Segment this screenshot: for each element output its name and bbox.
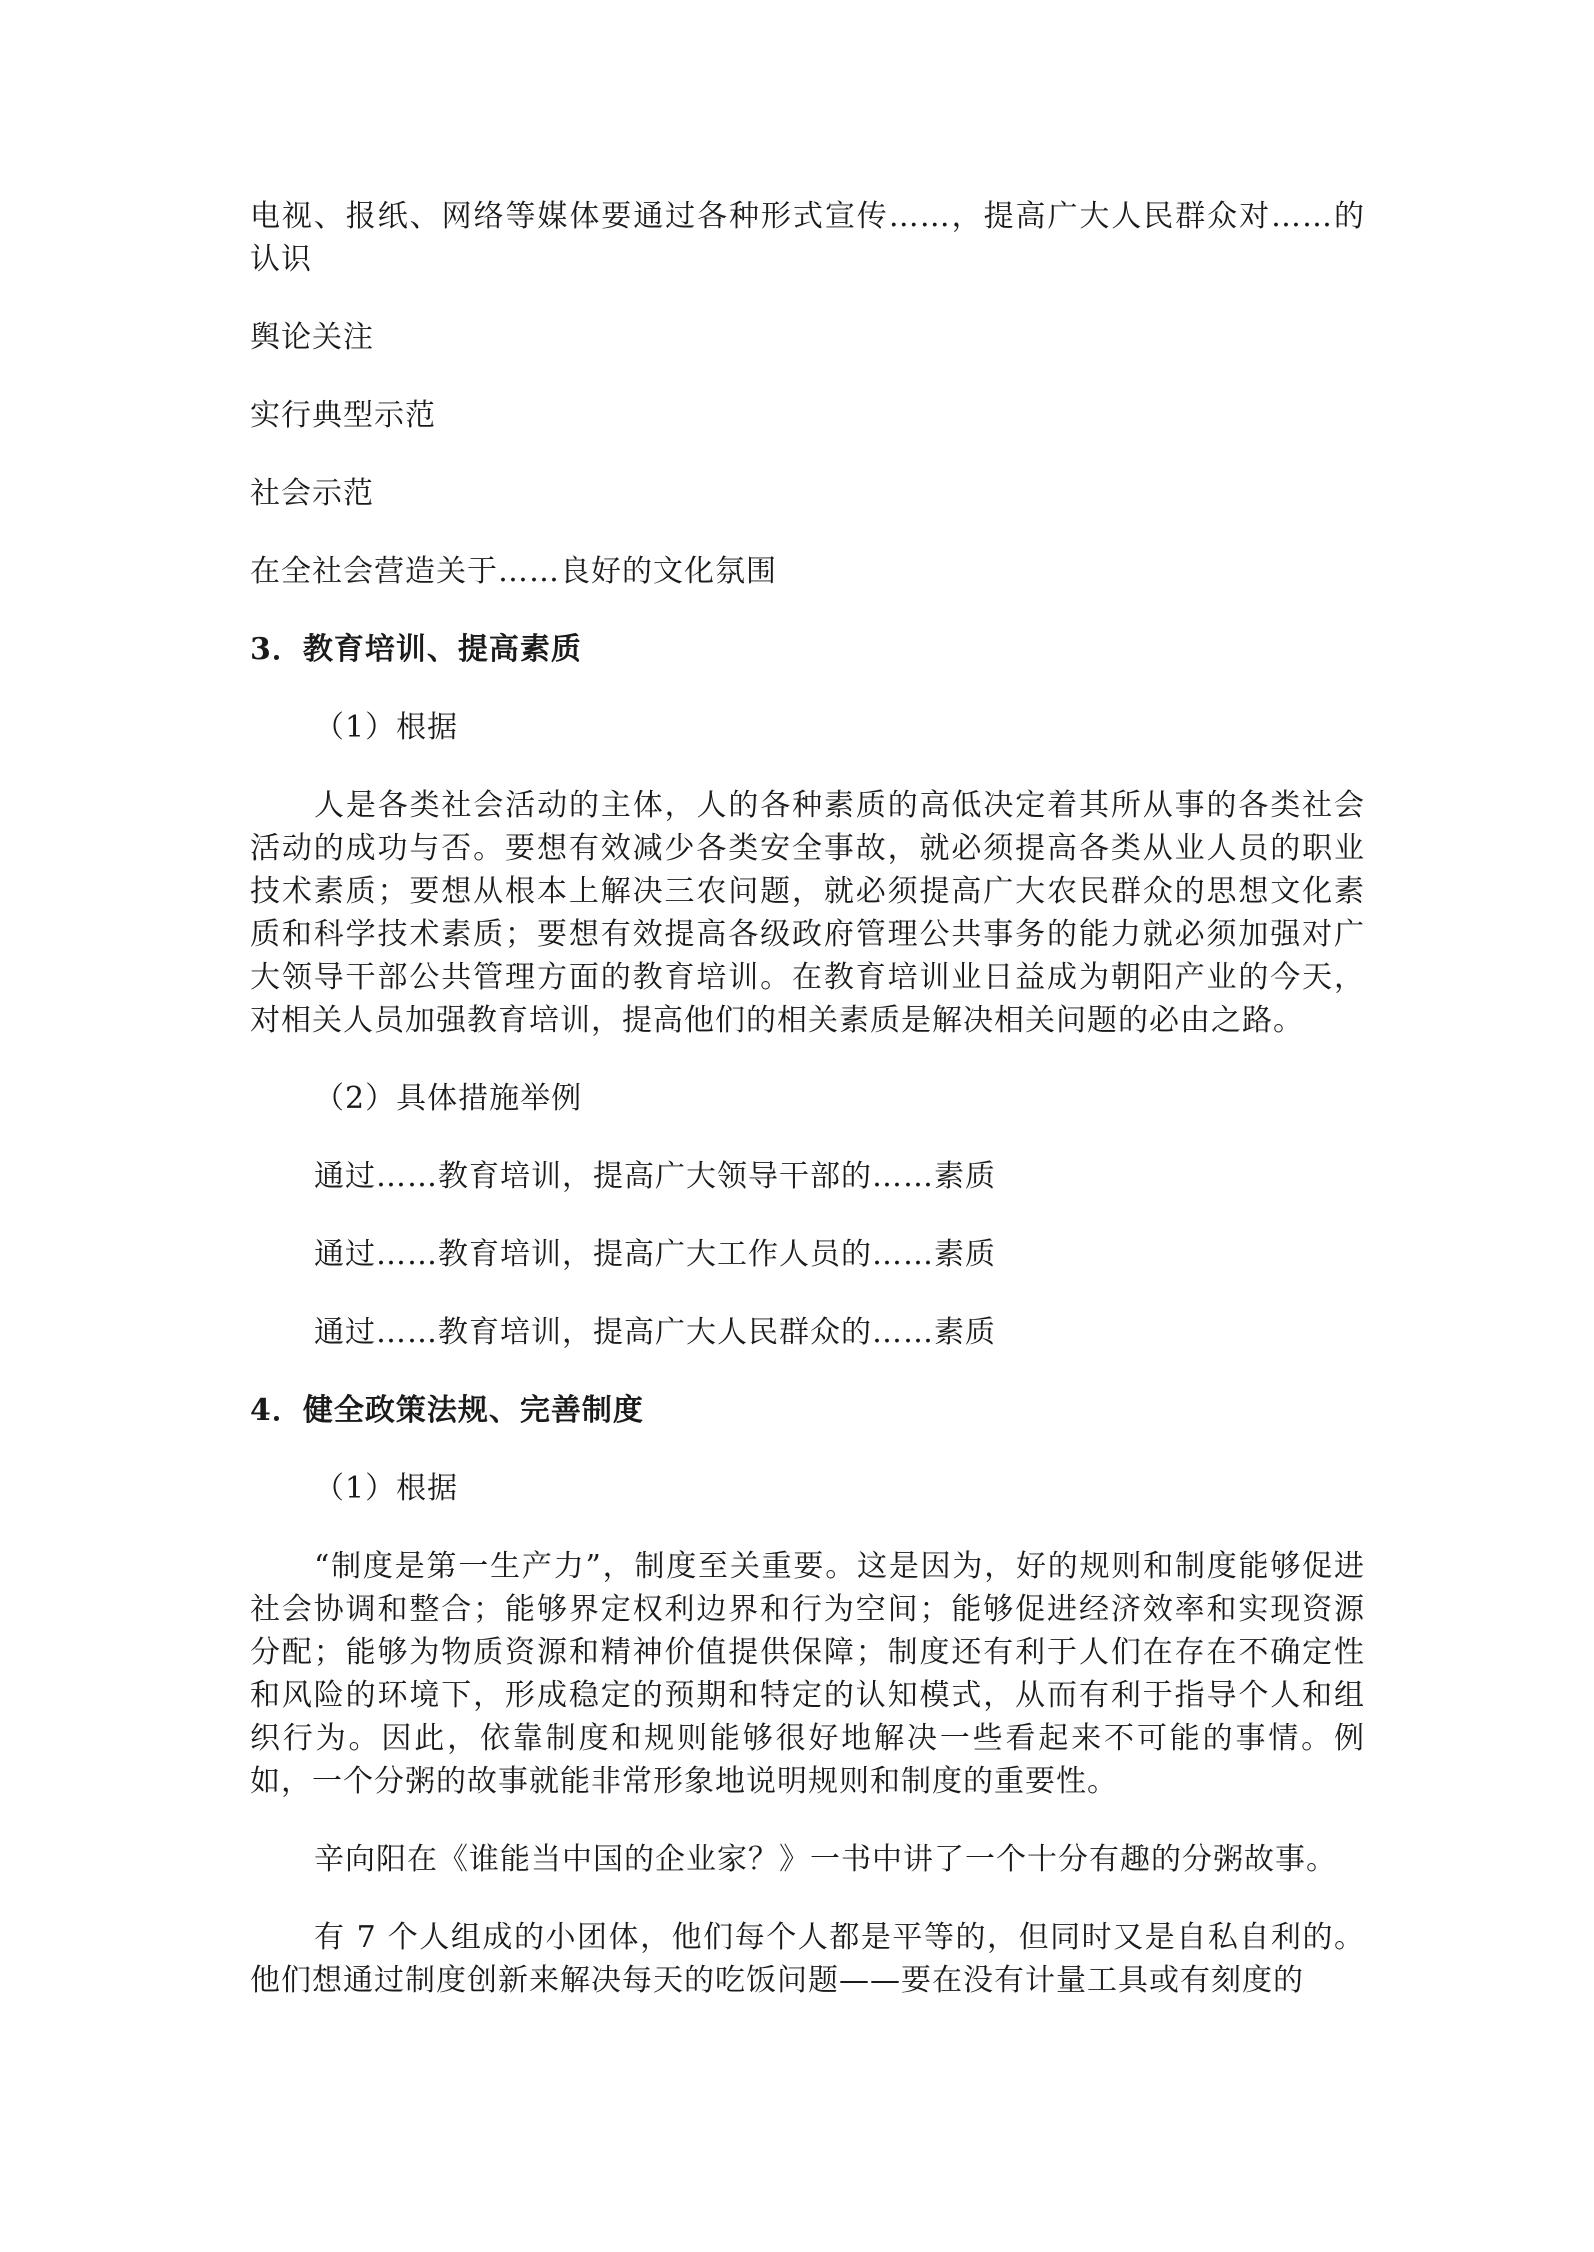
section-heading: 3．教育培训、提高素质 — [250, 632, 582, 667]
document-body — [250, 195, 1365, 2037]
body-paragraph: “制度是第一生产力”，制度至关重要。这是因为，好的规则和制度能够促进社会协调和整合；能够界定权利边界和行为空间；能够促进经济效率和实现资源分配；能够为物质资源和精神价值提供保障；制度还有利于人们在存在不确定性和风险的环境下，形成稳定的预期和特定的认知模式，从而有利于指导个人和组织行为。因此，依靠制度和规则能够很好地解决一些看起来不可能的事情。例如，一个分粥的故事就能非常形象地说明规则和制度的重要性。 — [250, 1549, 1365, 1799]
subsection-heading: （2）具体措施举例 — [314, 1081, 583, 1116]
list-item: 通过……教育培训，提高广大领导干部的……素质 — [314, 1159, 996, 1194]
text-line: 社会示范 — [250, 476, 374, 511]
section-heading: 4．健全政策法规、完善制度 — [250, 1393, 644, 1428]
list-item: 通过……教育培训，提高广大人民群众的……素质 — [314, 1315, 996, 1350]
list-item: 通过……教育培训，提高广大工作人员的……素质 — [314, 1237, 996, 1272]
subsection-heading: （1）根据 — [314, 710, 459, 745]
body-paragraph: 有 7 个人组成的小团体，他们每个人都是平等的，但同时又是自私自利的。他们想通过制度创新来解决每天的吃饭问题——要在没有计量工具或有刻度的 — [250, 1920, 1365, 1998]
body-paragraph: 人是各类社会活动的主体，人的各种素质的高低决定着其所从事的各类社会活动的成功与否。要想有效减少各类安全事故，就必须提高各类从业人员的职业技术素质；要想从根本上解决三农问题，就必须提高广大农民群众的思想文化素质和科学技术素质；要想有效提高各级政府管理公共事务的能力就必须加强对广大领导干部公共管理方面的教育培训。在教育培训业日益成为朝阳产业的今天，对相关人员加强教育培训，提高他们的相关素质是解决相关问题的必由之路。 — [250, 788, 1365, 1038]
subsection-heading: （1）根据 — [314, 1471, 459, 1506]
text-line: 实行典型示范 — [250, 398, 436, 433]
text-line: 舆论关注 — [250, 320, 374, 355]
text-line: 在全社会营造关于……良好的文化氛围 — [250, 554, 777, 589]
body-paragraph: 辛向阳在《谁能当中国的企业家？》一书中讲了一个十分有趣的分粥故事。 — [314, 1842, 1337, 1877]
text-line: 电视、报纸、网络等媒体要通过各种形式宣传……，提高广大人民群众对……的认识 — [250, 199, 1365, 277]
